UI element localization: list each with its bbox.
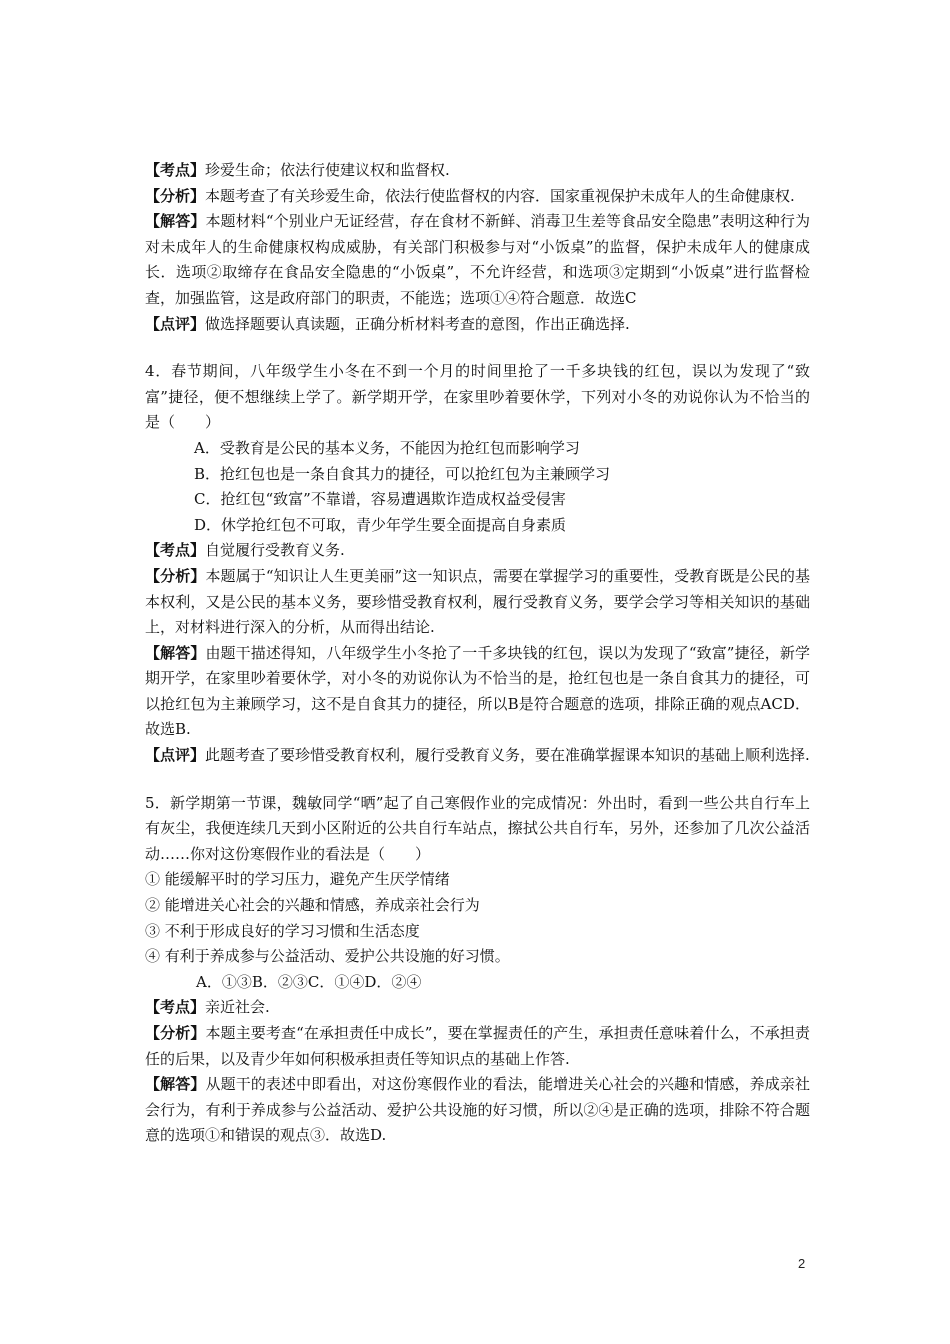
- q5-kaodian-tag: 【考点】: [145, 998, 206, 1017]
- q3-dianping-tag: 【点评】: [145, 314, 206, 333]
- q5-fenxi-tag: 【分析】: [145, 1024, 206, 1042]
- q4-dianping: [145, 743, 810, 769]
- q5-fenxi-text: 本题主要考查“在承担责任中成长”，要在掌握责任的产生，承担责任意味着什么，不承担责任的后果，以及青少年如何积极承担责任等知识点的基础上作答.: [145, 1024, 810, 1068]
- q4-option-d: D．休学抢红包不可取，青少年学生要全面提高自身素质: [194, 515, 567, 534]
- q5-item-3: ③ 不利于形成良好的学习习惯和生活态度: [145, 921, 420, 940]
- q5-kaodian-text: 亲近社会.: [205, 998, 270, 1017]
- q4-jieda-text: 由题干描述得知，八年级学生小冬抢了一千多块钱的红包，误以为发现了“致富”捷径，新学期开学，在家里吵着要休学，对小冬的劝说你认为不恰当的是，抢红包也是一条自食其力的捷径，可以抢红包为主兼顾学习，这不是自食其力的捷径，所以B是符合题意的选项，排除正确的观点ACD．故选B.: [145, 643, 810, 739]
- q5-jieda-text: 从题干的表述中即看出，对这份寒假作业的看法，能增进关心社会的兴趣和情感，养成亲社会行为，有利于养成参与公益活动、爱护公共设施的好习惯，所以②④是正确的选项，排除不符合题意的选项①和错误的观点③．故选D.: [145, 1075, 810, 1145]
- page-number: 2: [798, 1256, 806, 1271]
- q4-option-c: C．抢红包“致富”不靠谱，容易遭遇欺诈造成权益受侵害: [194, 490, 566, 509]
- q5-item-2: ② 能增进关心社会的兴趣和情感，养成亲社会行为: [145, 896, 480, 915]
- q5-item-1: ① 能缓解平时的学习压力，避免产生厌学情绪: [145, 870, 450, 889]
- q5-item-4: ④ 有利于养成参与公益活动、爱护公共设施的好习惯。: [145, 947, 510, 966]
- q5-jieda-tag: 【解答】: [145, 1075, 206, 1094]
- q3-jieda-tag: 【解答】: [145, 212, 206, 231]
- q3-jieda: [145, 209, 810, 311]
- q4-kaodian-text: 自觉履行受教育义务.: [205, 541, 345, 560]
- q5-fenxi: [145, 1021, 810, 1072]
- q3-jieda-text: 本题材料“个别业户无证经营，存在食材不新鲜、消毒卫生差等食品安全隐患”表明这种行为对未成年人的生命健康权构成威胁，有关部门积极参与对“小饭桌”的监督，保护未成年人的健康成长．选项②取缔存在食品安全隐患的“小饭桌”，不允许经营，和选项③定期到“小饭桌”进行监督检查，加强监管，这是政府部门的职责，不能选；选项①④符合题意．故选C: [145, 212, 810, 307]
- q4-option-a: A．受教育是公民的基本义务，不能因为抢红包而影响学习: [194, 438, 580, 457]
- q5-choices: A．①③B．②③C．①④D．②④: [196, 972, 422, 991]
- q3-fenxi: [145, 184, 810, 210]
- q4-fenxi-text: 本题属于“知识让人生更美丽”这一知识点，需要在掌握学习的重要性，受教育既是公民的基本权利，又是公民的基本义务，要珍惜受教育权利，履行受教育义务，要学会学习等相关知识的基础上，对材料进行深入的分析，从而得出结论.: [145, 566, 810, 637]
- q3-fenxi-tag: 【分析】: [145, 186, 206, 205]
- q4-dianping-text: 此题考查了要珍惜受教育权利，履行受教育义务，要在准确掌握课本知识的基础上顺利选择.: [205, 746, 810, 765]
- q4-jieda-tag: 【解答】: [145, 643, 206, 662]
- q5-kaodian: [145, 995, 810, 1021]
- q3-fenxi-text: 本题考查了有关珍爱生命，依法行使监督权的内容．国家重视保护未成年人的生命健康权.: [205, 186, 795, 205]
- q4-stem: 4．春节期间，八年级学生小冬在不到一个月的时间里抢了一千多块钱的红包，误以为发现了“致富”捷径，便不想继续上学了。新学期开学，在家里吵着要休学，下列对小冬的劝说你认为不恰当的是（ ）: [145, 362, 810, 432]
- q4-dianping-tag: 【点评】: [145, 746, 206, 765]
- q3-kaodian-text: 珍爱生命；依法行使建议权和监督权.: [205, 161, 450, 179]
- q5-jieda: [145, 1072, 810, 1149]
- q4-fenxi-tag: 【分析】: [145, 566, 206, 585]
- q3-dianping: [145, 312, 810, 338]
- section-gap: [145, 769, 810, 791]
- q4-kaodian-tag: 【考点】: [145, 541, 206, 560]
- q4-option-b: B．抢红包也是一条自食其力的捷径，可以抢红包为主兼顾学习: [194, 464, 611, 483]
- q4-kaodian: [145, 538, 810, 564]
- q4-jieda: [145, 641, 810, 743]
- q3-kaodian-tag: 【考点】: [145, 161, 206, 179]
- q3-dianping-text: 做选择题要认真读题，正确分析材料考查的意图，作出正确选择.: [205, 314, 630, 333]
- q3-kaodian: [145, 158, 810, 184]
- q5-stem: 5．新学期第一节课，魏敏同学“晒”起了自己寒假作业的完成情况：外出时，看到一些公共自行车上有灰尘，我便连续几天到小区附近的公共自行车站点，擦拭公共自行车，另外，还参加了几次公益活动……你对这份寒假作业的看法是（ ）: [145, 793, 810, 863]
- q4-fenxi: [145, 564, 810, 641]
- section-gap: [145, 337, 810, 359]
- page-content: [145, 158, 810, 1149]
